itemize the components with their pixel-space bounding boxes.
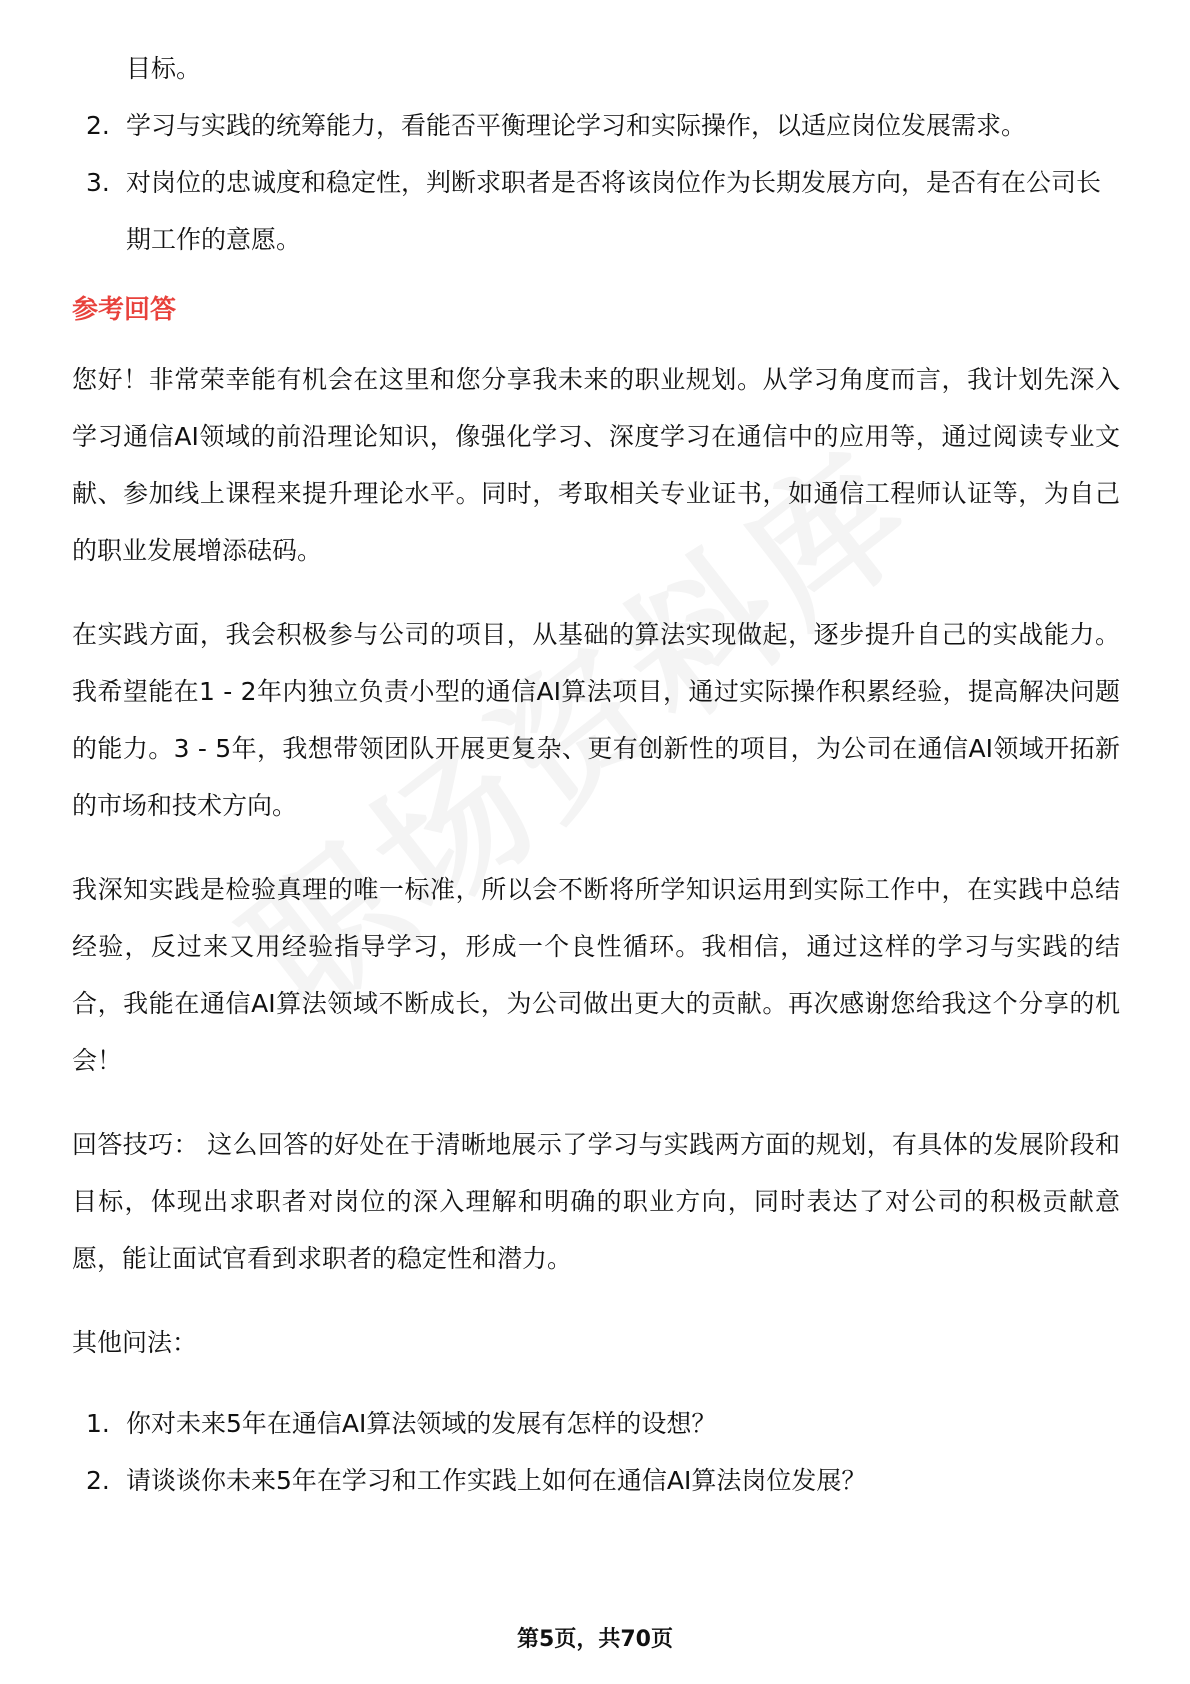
reference-answer-heading: 参考回答	[72, 295, 177, 325]
list-number: 2.	[86, 1466, 110, 1495]
list-item-text: 学习与实践的统筹能力，看能否平衡理论学习和实际操作，以适应岗位发展需求。	[126, 111, 1027, 140]
list-continuation: 目标。	[126, 54, 202, 83]
page-content	[72, 40, 1120, 1509]
list-number: 3.	[86, 168, 110, 197]
list-number: 2.	[86, 111, 110, 140]
page-footer: 第5页，共70页	[517, 1627, 673, 1652]
list-item	[72, 154, 1120, 268]
answer-tips: 回答技巧： 这么回答的好处在于清晰地展示了学习与实践两方面的规划，有具体的发展阶段和目标，体现出求职者对岗位的深入理解和明确的职业方向，同时表达了对公司的积极贡献意愿，能让面试官看到求职者的稳定性和潜力。	[72, 1130, 1120, 1273]
other-questions-label: 其他问法：	[72, 1328, 198, 1357]
answer-paragraph: 您好！非常荣幸能有机会在这里和您分享我未来的职业规划。从学习角度而言，我计划先深入学习通信AI领域的前沿理论知识，像强化学习、深度学习在通信中的应用等，通过阅读专业文献、参加线上课程来提升理论水平。同时，考取相关专业证书，如通信工程师认证等，为自己的职业发展增添砝码。	[72, 365, 1120, 565]
list-item	[72, 1395, 1120, 1452]
list-number: 1.	[86, 1409, 110, 1438]
list-item-text: 请谈谈你未来5年在学习和工作实践上如何在通信AI算法岗位发展？	[126, 1466, 867, 1495]
answer-paragraph: 我深知实践是检验真理的唯一标准，所以会不断将所学知识运用到实际工作中，在实践中总结经验，反过来又用经验指导学习，形成一个良性循环。我相信，通过这样的学习与实践的结合，我能在通信AI算法领域不断成长，为公司做出更大的贡献。再次感谢您给我这个分享的机会！	[72, 875, 1120, 1075]
list-item	[72, 1452, 1120, 1509]
answer-paragraph: 在实践方面，我会积极参与公司的项目，从基础的算法实现做起，逐步提升自己的实战能力。我希望能在1 - 2年内独立负责小型的通信AI算法项目，通过实际操作积累经验，提高解决问题的能力。3 - 5年，我想带领团队开展更复杂、更有创新性的项目，为公司在通信AI领域开拓新的市场和技术方向。	[72, 620, 1120, 820]
list-item	[72, 97, 1120, 154]
list-item-text: 你对未来5年在通信AI算法领域的发展有怎样的设想？	[126, 1409, 717, 1438]
list-item-text: 对岗位的忠诚度和稳定性，判断求职者是否将该岗位作为长期发展方向，是否有在公司长期工作的意愿。	[126, 168, 1102, 254]
